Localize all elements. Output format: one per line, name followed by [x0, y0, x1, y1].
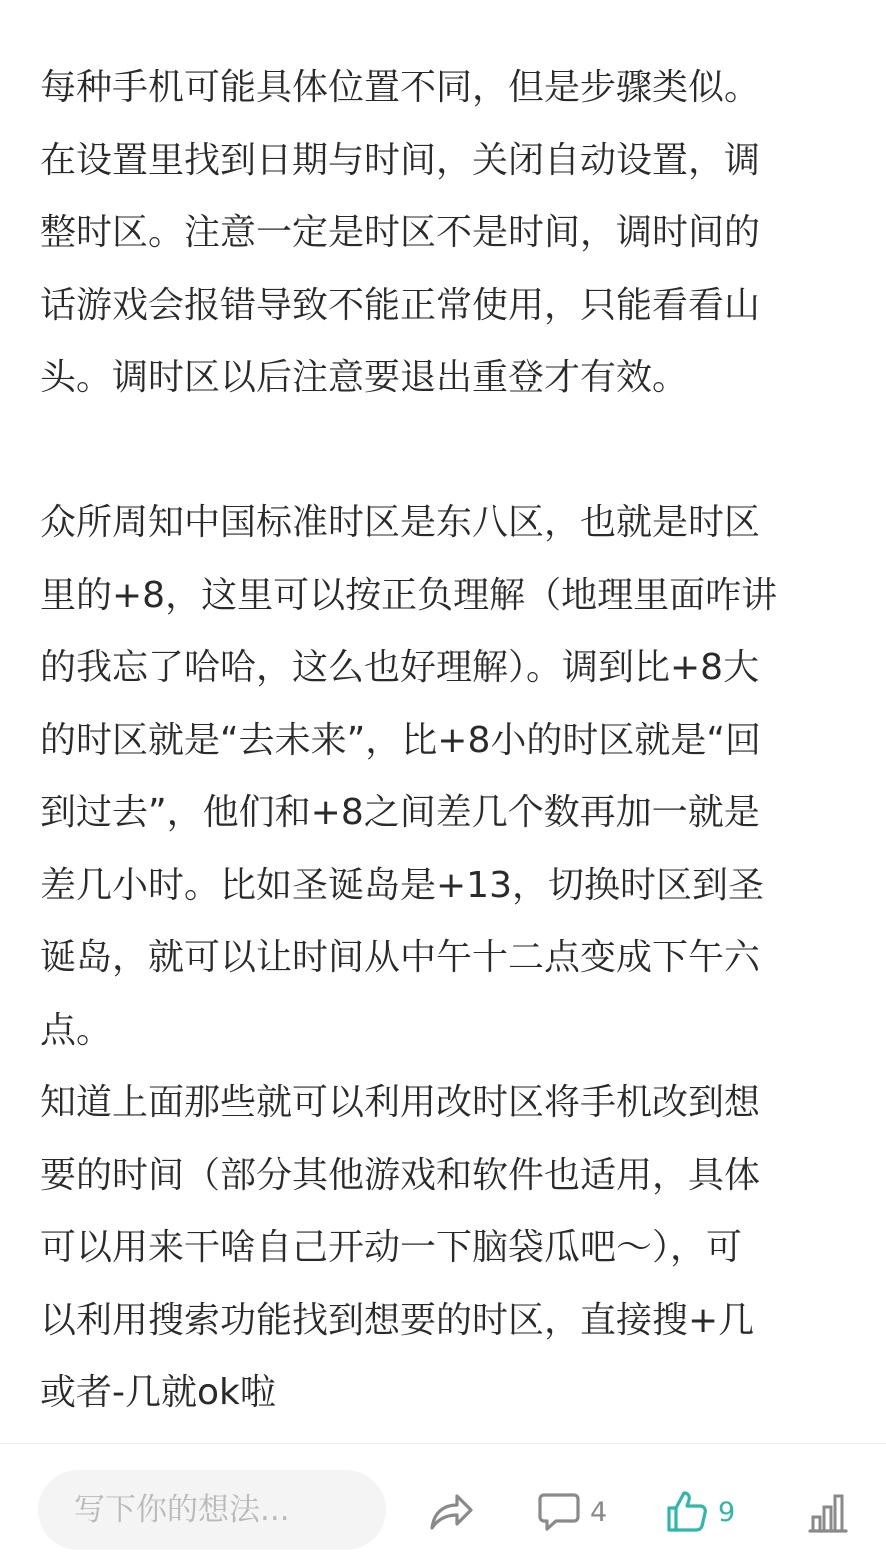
- share-button[interactable]: [426, 1482, 476, 1542]
- article-line: 或者-几就ok啦: [40, 1372, 276, 1413]
- article-line: 知道上面那些就可以利用改时区将手机改到想: [40, 1082, 761, 1123]
- bottom-action-bar: [0, 1444, 886, 1557]
- article-line: 在设置里找到日期与时间，关闭自动设置，调: [40, 139, 761, 181]
- article-line: 每种手机可能具体位置不同，但是步骤类似。: [40, 67, 761, 108]
- article-line: 头。调时区以后注意要退出重登才有效。: [40, 357, 689, 398]
- article-line: 的我忘了哈哈，这么也好理解）。调到比+8大: [40, 647, 760, 688]
- article-line: 里的+8，这里可以按正负理解（地理里面咋讲: [40, 574, 778, 616]
- article-body: [40, 52, 840, 1430]
- comment-input[interactable]: [38, 1470, 386, 1550]
- article-line: 可以用来干啥自己开动一下脑袋瓜吧～），可: [40, 1227, 743, 1268]
- article-line: 要的时间（部分其他游戏和软件也适用，具体: [40, 1154, 761, 1196]
- article-line: 差几小时。比如圣诞岛是+13，切换时区到圣: [40, 864, 764, 906]
- paragraph-gap: [40, 415, 840, 488]
- stats-button[interactable]: [806, 1482, 850, 1542]
- bar-chart-icon: [806, 1490, 850, 1534]
- thumbs-up-icon: [664, 1489, 710, 1535]
- article-line: 众所周知中国标准时区是东八区，也就是时区: [40, 502, 761, 543]
- article-line: 到过去”，他们和+8之间差几个数再加一就是: [40, 792, 760, 833]
- like-button[interactable]: [664, 1482, 735, 1542]
- comment-bubble-icon: [536, 1490, 582, 1534]
- share-arrow-icon: [426, 1488, 476, 1536]
- comment-input-placeholder: 写下你的想法...: [74, 1492, 290, 1528]
- article-line: 诞岛，就可以让时间从中午十二点变成下午六: [40, 937, 761, 978]
- comment-count: 4: [590, 1496, 608, 1528]
- article-line: 话游戏会报错导致不能正常使用，只能看看山: [40, 284, 761, 326]
- article-line: 整时区。注意一定是时区不是时间，调时间的: [40, 212, 761, 253]
- comment-button[interactable]: [536, 1482, 607, 1542]
- article-line: 点。: [40, 1009, 113, 1051]
- like-count: 9: [718, 1496, 736, 1528]
- article-line: 的时区就是“去未来”，比+8小的时区就是“回: [40, 719, 762, 761]
- article-line: 以利用搜索功能找到想要的时区，直接搜+几: [40, 1299, 755, 1341]
